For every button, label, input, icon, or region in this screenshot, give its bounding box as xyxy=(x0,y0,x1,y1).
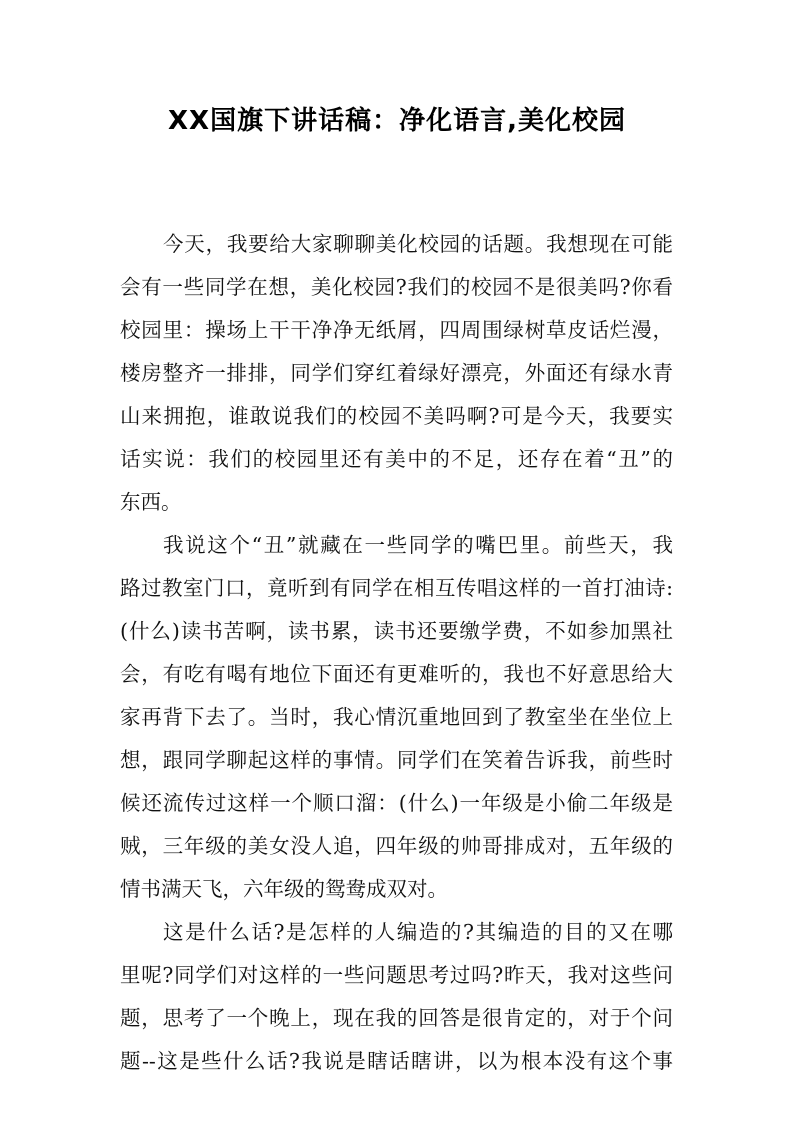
text-line: 楼房整齐一排排，同学们穿红着绿好漂亮，外面还有绿水青 xyxy=(120,361,673,385)
text-line: 山来拥抱，谁敢说我们的校园不美吗啊?可是今天，我要实 xyxy=(120,404,673,428)
text-line: 会，有吃有喝有地位下面还有更难听的，我也不好意思给大 xyxy=(120,662,673,686)
document-body xyxy=(120,223,673,1083)
text-line: 校园里：操场上干干净净无纸屑，四周围绿树草皮话烂漫， xyxy=(120,318,673,342)
text-line: (什么)读书苦啊，读书累，读书还要缴学费，不如参加黑社 xyxy=(120,619,673,643)
text-line: 今天，我要给大家聊聊美化校园的话题。我想现在可能 xyxy=(163,232,673,256)
text-line: 话实说：我们的校园里还有美中的不足，还存在着“丑”的 xyxy=(120,447,673,471)
text-line: 我说这个“丑”就藏在一些同学的嘴巴里。前些天，我 xyxy=(163,533,673,557)
paragraph xyxy=(120,223,673,524)
document-title: XX国旗下讲话稿：净化语言,美化校园 xyxy=(168,106,626,136)
text-line: 情书满天飞，六年级的鸳鸯成双对。 xyxy=(120,877,448,901)
text-line: 这是什么话?是怎样的人编造的?其编造的目的又在哪 xyxy=(163,920,673,944)
text-line: 候还流传过这样一个顺口溜：(什么)一年级是小偷二年级是 xyxy=(120,791,673,815)
text-line: 东西。 xyxy=(120,490,182,514)
text-line: 题，思考了一个晚上，现在我的回答是很肯定的，对于个问 xyxy=(120,1006,673,1030)
text-line: 路过教室门口，竟听到有同学在相互传唱这样的一首打油诗: xyxy=(120,576,673,600)
text-line: 里呢?同学们对这样的一些问题思考过吗?昨天，我对这些问 xyxy=(120,963,673,987)
text-line: 会有一些同学在想，美化校园?我们的校园不是很美吗?你看 xyxy=(120,275,673,299)
paragraph xyxy=(120,911,673,1083)
paragraph xyxy=(120,524,673,911)
text-line: 家再背下去了。当时，我心情沉重地回到了教室坐在坐位上 xyxy=(120,705,673,729)
text-line: 想，跟同学聊起这样的事情。同学们在笑着告诉我，前些时 xyxy=(120,748,673,772)
text-line: 贼，三年级的美女没人追，四年级的帅哥排成对，五年级的 xyxy=(120,834,673,858)
text-line: 题--这是些什么话?我说是瞎话瞎讲，以为根本没有这个事 xyxy=(120,1049,673,1073)
